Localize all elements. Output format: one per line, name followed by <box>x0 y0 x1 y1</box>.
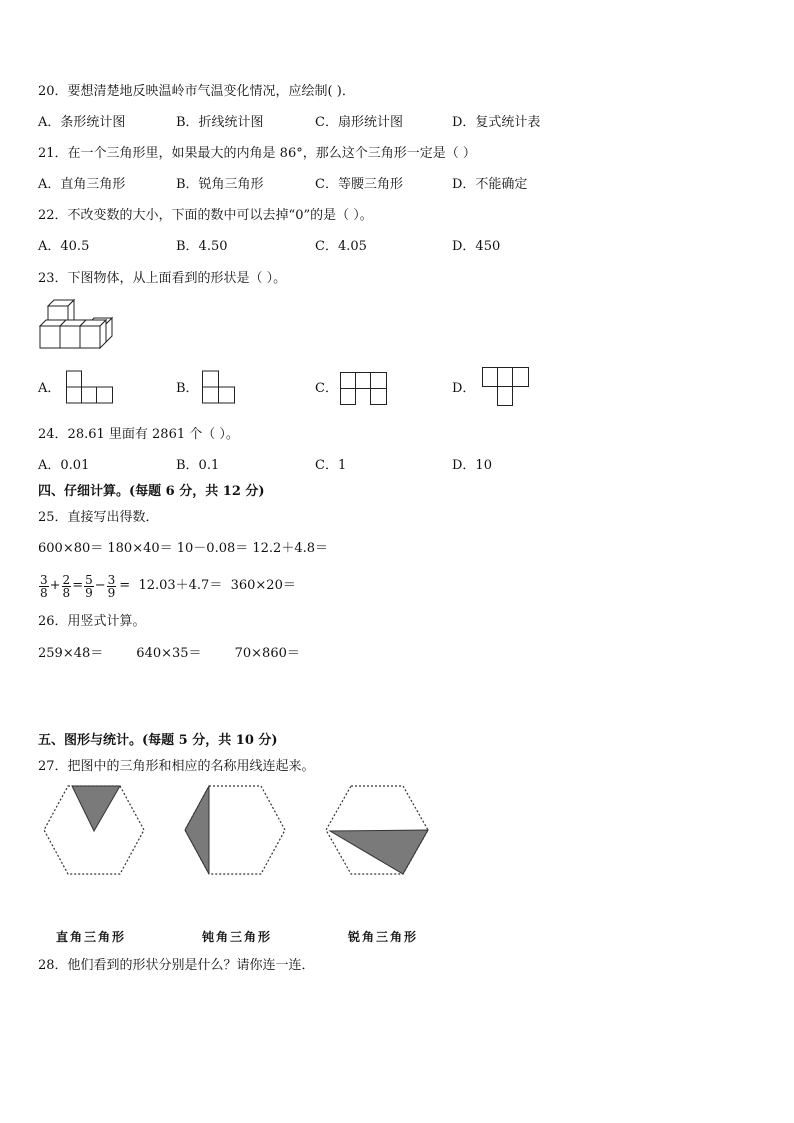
minus-sign: − <box>94 578 106 593</box>
option-d[interactable]: D．复式统计表 <box>452 115 541 130</box>
fraction: $\frac{2}{8}$ <box>62 572 71 600</box>
question-21-stem: 21．在一个三角形里，如果最大的内角是 86°，那么这个三角形一定是（ ） <box>38 146 476 161</box>
option-a[interactable]: A．直角三角形 <box>38 177 126 192</box>
question-22-options <box>38 238 758 256</box>
option-b-shape[interactable] <box>202 370 236 404</box>
question-20-stem: 20．要想清楚地反映温岭市气温变化情况，应绘制( )． <box>38 84 355 99</box>
plus-sign: + <box>49 578 61 593</box>
option-d-shape[interactable] <box>482 367 530 407</box>
section-4-heading: 四、仔细计算。(每题 6 分，共 12 分) <box>38 484 265 499</box>
cubes-figure <box>38 298 113 353</box>
question-24-options <box>38 457 758 475</box>
question-25-stem: 25．直接写出得数． <box>38 510 159 525</box>
hexagon-figure-2 <box>183 785 287 877</box>
question-23-options <box>38 380 758 398</box>
fraction: $\frac{5}{9}$ <box>85 572 93 600</box>
option-a[interactable]: A．40.5 <box>38 239 90 254</box>
question-25-row-2-rest: = 12.03＋4.7＝ 360×20＝ <box>119 578 296 593</box>
fraction: $\frac{3}{8}$ <box>40 572 48 600</box>
question-22-stem: 22．不改变数的大小，下面的数中可以去掉“0”的是（ ）。 <box>38 208 373 223</box>
question-28-stem: 28．他们看到的形状分别是什么？请你连一连． <box>38 958 315 973</box>
option-a[interactable]: A．0.01 <box>38 458 90 473</box>
option-c[interactable]: C．4.05 <box>315 239 367 254</box>
option-d[interactable]: D． <box>452 381 476 396</box>
option-c[interactable]: C． <box>315 381 338 396</box>
option-a-shape[interactable] <box>66 370 114 404</box>
question-20-options <box>38 114 758 132</box>
equals-sign: = <box>72 578 84 593</box>
option-a[interactable]: A． <box>38 381 61 396</box>
question-23-stem: 23．下图物体，从上面看到的形状是（ ）。 <box>38 271 287 286</box>
option-b[interactable]: B．锐角三角形 <box>176 177 264 192</box>
option-b[interactable]: B．折线统计图 <box>176 115 264 130</box>
question-25-row-1: 600×80＝ 180×40＝ 10－0.08＝ 12.2＋4.8＝ <box>38 541 328 556</box>
option-d[interactable]: D．450 <box>452 239 501 254</box>
option-d[interactable]: D．10 <box>452 458 492 473</box>
label-right-triangle[interactable]: 直角三角形 <box>56 930 127 944</box>
option-b[interactable]: B． <box>176 381 199 396</box>
option-c[interactable]: C．1 <box>315 458 347 473</box>
question-21-options <box>38 176 758 194</box>
option-d[interactable]: D．不能确定 <box>452 177 528 192</box>
label-acute-triangle[interactable]: 锐角三角形 <box>348 930 419 944</box>
fraction: $\frac{3}{9}$ <box>107 572 116 600</box>
option-b[interactable]: B．4.50 <box>176 239 228 254</box>
hexagon-figure-1 <box>42 785 146 877</box>
option-b[interactable]: B．0.1 <box>176 458 220 473</box>
question-27-stem: 27．把图中的三角形和相应的名称用线连起来。 <box>38 759 315 774</box>
section-5-heading: 五、图形与统计。(每题 5 分，共 10 分) <box>38 733 278 748</box>
question-26-stem: 26．用竖式计算。 <box>38 614 146 629</box>
option-c[interactable]: C．等腰三角形 <box>315 177 403 192</box>
question-24-stem: 24．28.61 里面有 2861 个（ ）。 <box>38 427 239 442</box>
label-obtuse-triangle[interactable]: 钝角三角形 <box>202 930 273 944</box>
option-c[interactable]: C．扇形统计图 <box>315 115 403 130</box>
hexagon-figure-3 <box>324 785 430 877</box>
question-25-row-2 <box>38 570 296 602</box>
option-c-shape[interactable] <box>340 372 388 406</box>
question-26-row: 259×48＝ 640×35＝ 70×860＝ <box>38 646 300 661</box>
option-a[interactable]: A．条形统计图 <box>38 115 126 130</box>
